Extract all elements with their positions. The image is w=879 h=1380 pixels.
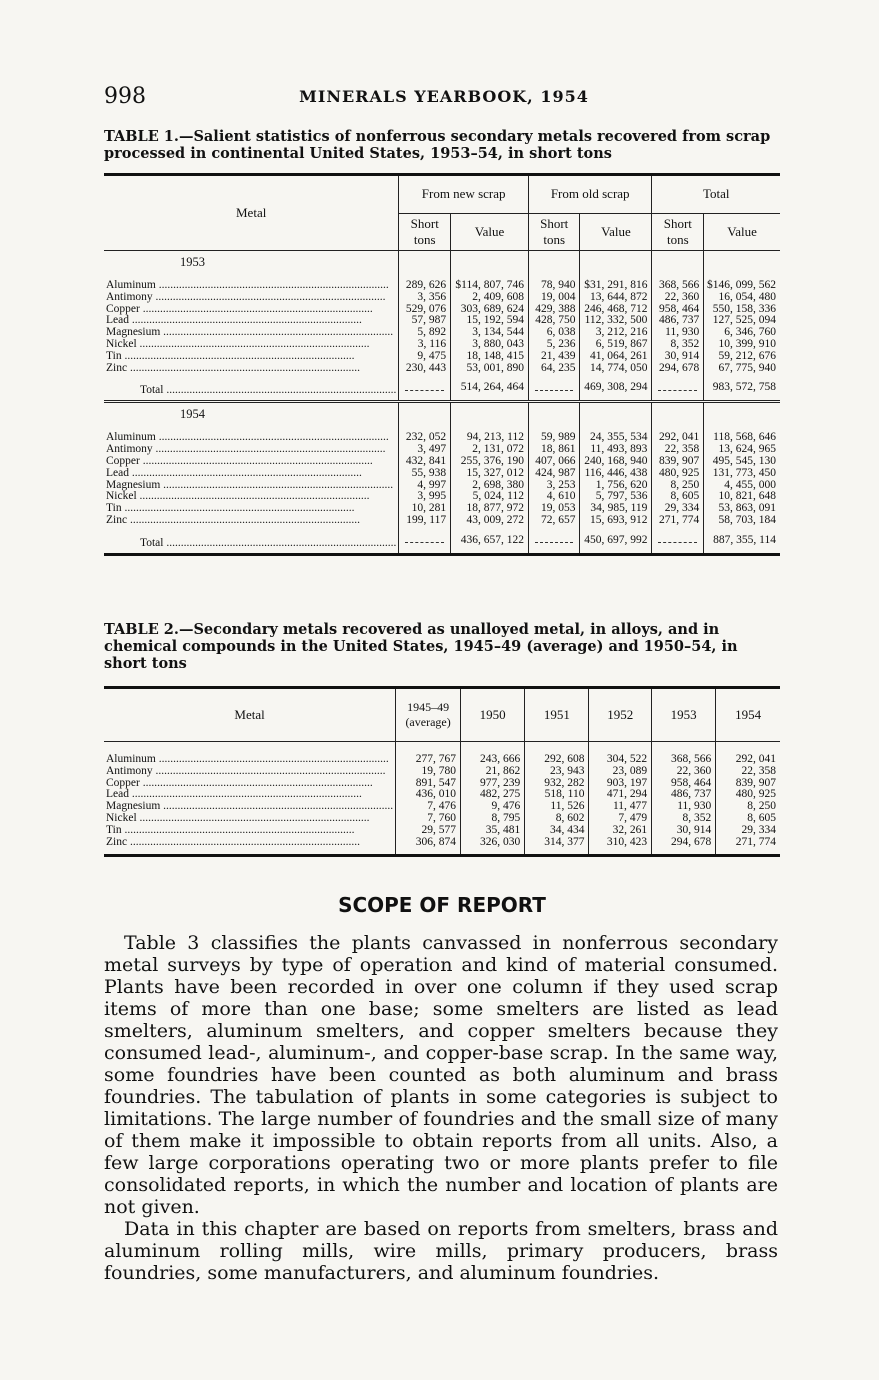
table-cell: 482, 275	[460, 789, 524, 801]
table-cell: 480, 925	[716, 789, 780, 801]
table-cell: 3, 116	[399, 339, 451, 351]
table2-header-year: 1951	[525, 688, 589, 742]
table-cell: 6, 038	[528, 327, 579, 339]
table-cell: 368, 566	[652, 742, 716, 766]
metal-name: Tin ................................................................................	[106, 824, 355, 836]
table-cell: 3, 253	[528, 480, 579, 492]
table1-dash-cell	[528, 374, 579, 402]
table-cell: 432, 841	[399, 456, 451, 468]
table1-empty-cell	[704, 251, 780, 281]
table-cell: 8, 352	[652, 339, 704, 351]
table1-dash-cell	[652, 527, 704, 555]
table1-total-row	[104, 527, 780, 555]
table1-subheader-value: Value	[704, 213, 780, 251]
table-cell: 18, 148, 415	[451, 351, 529, 363]
metal-name: Aluminum ................................................................................	[106, 432, 389, 444]
table-cell: 59, 212, 676	[704, 351, 780, 363]
table-cell: 271, 774	[716, 837, 780, 856]
table-cell: 514, 264, 464	[451, 374, 529, 402]
table-cell: 15, 192, 594	[451, 315, 529, 327]
body-paragraph: Data in this chapter are based on reports from smelters, brass and aluminum rolling mills, wire mills, primary producers, brass foundries, some manufacturers, and aluminum foundries.	[104, 1218, 778, 1284]
table-cell: 112, 332, 500	[580, 315, 652, 327]
table2-header-year: 1953	[652, 688, 716, 742]
table-cell: 29, 577	[396, 825, 461, 837]
table-cell: 58, 703, 184	[704, 515, 780, 527]
table-cell: 932, 282	[525, 778, 589, 790]
table1-empty-cell	[652, 402, 704, 433]
table-row	[104, 742, 780, 766]
metal-name: Magnesium ................................................................................	[106, 327, 394, 339]
table-cell: 326, 030	[460, 837, 524, 856]
metal-name: Antimony ................................................................................	[106, 765, 386, 777]
table-cell: 131, 773, 450	[704, 468, 780, 480]
metal-name: Tin ................................................................................	[106, 350, 355, 362]
table-cell: 7, 760	[396, 813, 461, 825]
table-cell: 116, 446, 438	[580, 468, 652, 480]
table-cell: 3, 880, 043	[451, 339, 529, 351]
table-cell: 271, 774	[652, 515, 704, 527]
table-cell: 64, 235	[528, 363, 579, 375]
table1-caption-text: —Salient statistics of nonferrous secondary metals recovered from scrap processed in continental United States, 1953–54, in short tons	[104, 128, 771, 162]
table-cell: 8, 605	[652, 491, 704, 503]
table-cell: 8, 602	[525, 813, 589, 825]
table-cell: 32, 261	[589, 825, 652, 837]
table-cell: 5, 024, 112	[451, 491, 529, 503]
table-cell: 294, 678	[652, 363, 704, 375]
table-cell: 983, 572, 758	[704, 374, 780, 402]
table-cell: 7, 479	[589, 813, 652, 825]
table1-empty-cell	[704, 402, 780, 433]
table-cell: 55, 938	[399, 468, 451, 480]
table-cell: 19, 053	[528, 503, 579, 515]
table-cell: 550, 158, 336	[704, 304, 780, 316]
table2	[104, 686, 780, 857]
table2-header-year: 1954	[716, 688, 780, 742]
table1-dash-cell	[399, 374, 451, 402]
table-cell: 304, 522	[589, 742, 652, 766]
table1-year-row	[104, 251, 780, 281]
table-cell: 977, 239	[460, 778, 524, 790]
table-cell: 4, 997	[399, 480, 451, 492]
table-cell: 8, 605	[716, 813, 780, 825]
table-cell: 292, 608	[525, 742, 589, 766]
metal-name: Copper ................................................................................	[106, 303, 373, 315]
table-cell: 289, 626	[399, 280, 451, 292]
table1-year-label: 1954	[180, 407, 205, 422]
table-cell: 11, 477	[589, 801, 652, 813]
table-cell: 59, 989	[528, 432, 579, 444]
table-row	[104, 837, 780, 856]
table-cell: 118, 568, 646	[704, 432, 780, 444]
metal-name: Nickel ................................................................................	[106, 338, 370, 350]
table-cell: 24, 355, 534	[580, 432, 652, 444]
table-cell: 35, 481	[460, 825, 524, 837]
metal-name: Magnesium ................................................................................	[106, 801, 394, 813]
table-cell: 29, 334	[652, 503, 704, 515]
table-cell: 57, 987	[399, 315, 451, 327]
table1-empty-cell	[528, 251, 579, 281]
metal-name: Lead ................................................................................	[106, 315, 362, 327]
table-cell: 3, 995	[399, 491, 451, 503]
table-cell: 424, 987	[528, 468, 579, 480]
table-cell: 22, 360	[652, 292, 704, 304]
table-row	[104, 363, 780, 375]
table-cell: 4, 455, 000	[704, 480, 780, 492]
total-label: Total ................................................................................	[140, 384, 397, 397]
table-cell: 11, 526	[525, 801, 589, 813]
table-cell: $31, 291, 816	[580, 280, 652, 292]
table-cell: 13, 644, 872	[580, 292, 652, 304]
table2-caption	[104, 621, 780, 672]
table-cell: 29, 334	[716, 825, 780, 837]
table-cell: 839, 907	[716, 778, 780, 790]
table-cell: 6, 346, 760	[704, 327, 780, 339]
table2-header-year: 1950	[460, 688, 524, 742]
table-row	[104, 456, 780, 468]
table-cell: 277, 767	[396, 742, 461, 766]
table-cell: 13, 624, 965	[704, 444, 780, 456]
table-cell: 958, 464	[652, 778, 716, 790]
table-cell: 53, 001, 890	[451, 363, 529, 375]
table-cell: 19, 004	[528, 292, 579, 304]
table-cell: 16, 054, 480	[704, 292, 780, 304]
table-cell: 450, 697, 992	[580, 527, 652, 555]
table-cell: 72, 657	[528, 515, 579, 527]
table-cell: 230, 443	[399, 363, 451, 375]
table1-dash-cell	[652, 374, 704, 402]
table1-header-old-scrap: From old scrap	[528, 175, 651, 214]
table1-header-total: Total	[652, 175, 780, 214]
table-cell: 3, 356	[399, 292, 451, 304]
table1-total-row	[104, 374, 780, 402]
table-cell: 53, 863, 091	[704, 503, 780, 515]
table-cell: 21, 439	[528, 351, 579, 363]
table-cell: 2, 698, 380	[451, 480, 529, 492]
table-cell: 41, 064, 261	[580, 351, 652, 363]
table-cell: 22, 358	[716, 766, 780, 778]
table1-dash-cell	[399, 527, 451, 555]
table1-empty-cell	[399, 251, 451, 281]
table-cell: 5, 236	[528, 339, 579, 351]
table1-empty-cell	[580, 251, 652, 281]
table-cell: 4, 610	[528, 491, 579, 503]
table-cell: 3, 497	[399, 444, 451, 456]
table1-year-label: 1953	[180, 255, 205, 269]
table-cell: 22, 358	[652, 444, 704, 456]
metal-name: Lead ................................................................................	[106, 467, 362, 479]
table1-subheader-tons: Short tons	[399, 213, 451, 251]
table-cell: 11, 930	[652, 327, 704, 339]
page-number: 998	[104, 84, 146, 109]
table-cell: 436, 657, 122	[451, 527, 529, 555]
table-cell: 2, 131, 072	[451, 444, 529, 456]
total-label: Total ................................................................................	[140, 536, 397, 549]
table-row	[104, 339, 780, 351]
table-cell: 9, 475	[399, 351, 451, 363]
table1-subheader-tons: Short tons	[652, 213, 704, 251]
table-cell: 23, 943	[525, 766, 589, 778]
table-row	[104, 766, 780, 778]
metal-name: Zinc ................................................................................	[106, 836, 360, 848]
table-cell: 21, 862	[460, 766, 524, 778]
table-cell: $146, 099, 562	[704, 280, 780, 292]
metal-name: Zinc ................................................................................	[106, 514, 360, 526]
table-cell: 495, 545, 130	[704, 456, 780, 468]
table2-label: TABLE 2.	[104, 621, 179, 638]
table-cell: $114, 807, 746	[451, 280, 529, 292]
table-cell: 43, 009, 272	[451, 515, 529, 527]
table1-dash-cell	[528, 527, 579, 555]
table-row	[104, 351, 780, 363]
table-cell: 314, 377	[525, 837, 589, 856]
table-cell: 5, 797, 536	[580, 491, 652, 503]
table2-header-metal: Metal	[234, 707, 265, 722]
table-cell: 3, 212, 216	[580, 327, 652, 339]
table2-caption-text: —Secondary metals recovered as unalloyed metal, in alloys, and in chemical compounds in the United States, 1945–49 (average) and 1950–54, in short tons	[104, 621, 738, 672]
table-row	[104, 292, 780, 304]
table-cell: 306, 874	[396, 837, 461, 856]
metal-name: Aluminum ................................................................................	[106, 753, 389, 765]
table-cell: 240, 168, 940	[580, 456, 652, 468]
table-cell: 8, 352	[652, 813, 716, 825]
section-title: SCOPE OF REPORT	[338, 893, 546, 917]
table2-header-year: 1945–49 (average)	[396, 688, 461, 742]
table1-empty-cell	[528, 402, 579, 433]
table-cell: 428, 750	[528, 315, 579, 327]
table-cell: 10, 821, 648	[704, 491, 780, 503]
table1-label: TABLE 1.	[104, 128, 179, 145]
table-cell: 6, 519, 867	[580, 339, 652, 351]
table-cell: 255, 376, 190	[451, 456, 529, 468]
table-cell: 199, 117	[399, 515, 451, 527]
table-cell: 30, 914	[652, 825, 716, 837]
table-cell: 469, 308, 294	[580, 374, 652, 402]
table-cell: 18, 861	[528, 444, 579, 456]
table-cell: 839, 907	[652, 456, 704, 468]
table-cell: 310, 423	[589, 837, 652, 856]
table1-year-row	[104, 402, 780, 433]
table1-header-new-scrap: From new scrap	[399, 175, 529, 214]
table1-caption	[104, 128, 780, 162]
table-cell: 15, 327, 012	[451, 468, 529, 480]
table-cell: 294, 678	[652, 837, 716, 856]
table-cell: 232, 052	[399, 432, 451, 444]
table-cell: 34, 434	[525, 825, 589, 837]
table1-empty-cell	[451, 251, 529, 281]
table1-subheader-tons: Short tons	[528, 213, 579, 251]
table-cell: 67, 775, 940	[704, 363, 780, 375]
table-cell: 2, 409, 608	[451, 292, 529, 304]
table-cell: 429, 388	[528, 304, 579, 316]
table1-header-metal: Metal	[104, 175, 399, 251]
table-cell: 471, 294	[589, 789, 652, 801]
metal-name: Copper ................................................................................	[106, 777, 373, 789]
table-cell: 407, 066	[528, 456, 579, 468]
table-cell: 958, 464	[652, 304, 704, 316]
table-row	[104, 825, 780, 837]
table-cell: 887, 355, 114	[704, 527, 780, 555]
table-cell: 243, 666	[460, 742, 524, 766]
table-cell: 486, 737	[652, 789, 716, 801]
table-cell: 368, 566	[652, 280, 704, 292]
table-cell: 8, 795	[460, 813, 524, 825]
metal-name: Magnesium ................................................................................	[106, 479, 394, 491]
table-cell: 303, 689, 624	[451, 304, 529, 316]
table-cell: 9, 476	[460, 801, 524, 813]
table1-empty-cell	[580, 402, 652, 433]
table-cell: 30, 914	[652, 351, 704, 363]
table-cell: 3, 134, 544	[451, 327, 529, 339]
table1-empty-cell	[652, 251, 704, 281]
metal-name: Zinc ................................................................................	[106, 362, 360, 374]
table-cell: 486, 737	[652, 315, 704, 327]
table-row	[104, 468, 780, 480]
table-cell: 10, 399, 910	[704, 339, 780, 351]
table2-header-year: 1952	[589, 688, 652, 742]
table-cell: 292, 041	[652, 432, 704, 444]
table-cell: 10, 281	[399, 503, 451, 515]
table1-empty-cell	[399, 402, 451, 433]
table-cell: 15, 693, 912	[580, 515, 652, 527]
metal-name: Nickel ................................................................................	[106, 812, 370, 824]
table-cell: 246, 468, 712	[580, 304, 652, 316]
table-row	[104, 515, 780, 527]
table-cell: 19, 780	[396, 766, 461, 778]
running-title: MINERALS YEARBOOK, 1954	[299, 87, 589, 106]
table-cell: 22, 360	[652, 766, 716, 778]
table-cell: 518, 110	[525, 789, 589, 801]
table-cell: 8, 250	[652, 480, 704, 492]
table1	[104, 173, 780, 556]
table-cell: 11, 493, 893	[580, 444, 652, 456]
table-cell: 8, 250	[716, 801, 780, 813]
page-header	[104, 84, 784, 110]
metal-name: Aluminum ................................................................................	[106, 280, 389, 291]
metal-name: Lead ................................................................................	[106, 789, 362, 801]
metal-name: Antimony ................................................................................	[106, 444, 386, 456]
table-cell: 891, 547	[396, 778, 461, 790]
table-cell: 127, 525, 094	[704, 315, 780, 327]
table-cell: 11, 930	[652, 801, 716, 813]
metal-name: Copper ................................................................................	[106, 455, 373, 467]
metal-name: Antimony ................................................................................	[106, 291, 386, 303]
body-paragraph: Table 3 classifies the plants canvassed in nonferrous secondary metal surveys by type of operation and kind of material consumed. Plants have been recorded in over one column if they used scrap items of more than one base; some smelters are listed as lead smelters, aluminum smelters, and copper smelters because they consumed lead-, aluminum-, and copper-base scrap. In the same way, some foundries have been counted as both aluminum and brass foundries. The tabulation of plants in some categories is subject to limitations. The large number of foundries and the small size of many of them make it impossible to obtain reports from all units. Also, a few large corporations operating two or more plants prefer to file consolidated reports, in which the number and location of plants are not given.	[104, 932, 778, 1218]
table-cell: 436, 010	[396, 789, 461, 801]
table-cell: 7, 476	[396, 801, 461, 813]
table-cell: 1, 756, 620	[580, 480, 652, 492]
table1-subheader-value: Value	[580, 213, 652, 251]
table-cell: 14, 774, 050	[580, 363, 652, 375]
section-body	[104, 932, 778, 1284]
table-row	[104, 813, 780, 825]
table-cell: 34, 985, 119	[580, 503, 652, 515]
table1-subheader-value: Value	[451, 213, 529, 251]
table-cell: 78, 940	[528, 280, 579, 292]
table-cell: 94, 213, 112	[451, 432, 529, 444]
metal-name: Nickel ................................................................................	[106, 491, 370, 503]
table-cell: 529, 076	[399, 304, 451, 316]
table-cell: 480, 925	[652, 468, 704, 480]
table-cell: 18, 877, 972	[451, 503, 529, 515]
table-cell: 23, 089	[589, 766, 652, 778]
table-cell: 292, 041	[716, 742, 780, 766]
table1-empty-cell	[451, 402, 529, 433]
metal-name: Tin ................................................................................	[106, 503, 355, 515]
table-cell: 903, 197	[589, 778, 652, 790]
table-cell: 5, 892	[399, 327, 451, 339]
